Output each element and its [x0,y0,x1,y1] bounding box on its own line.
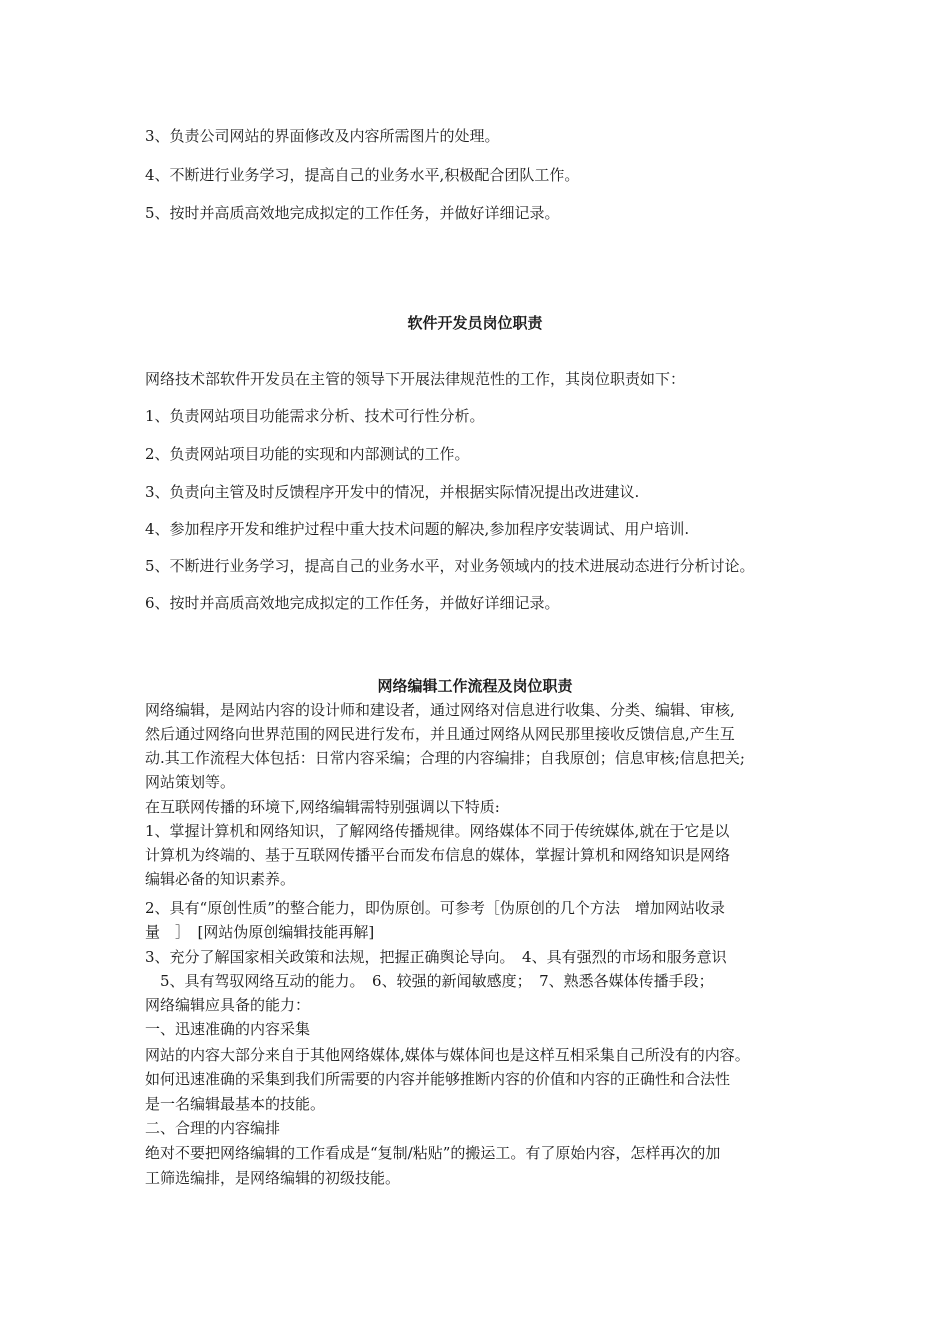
editor-line: 绝对不要把网络编辑的工作看成是“复制/粘贴”的搬运工。有了原始内容，怎样再次的加 [145,1144,721,1162]
prev-item-4: 4、不断进行业务学习，提高自己的业务水平,积极配合团队工作。 [145,166,580,184]
editor-line: 一、迅速准确的内容采集 [145,1020,311,1038]
dev-item-1: 1、负责网站项目功能需求分析、技术可行性分析。 [145,407,485,425]
editor-line: 网络编辑应具备的能力： [145,996,311,1014]
editor-line: 在互联网传播的环境下,网络编辑需特别强调以下特质: [145,798,500,816]
dev-item-4: 4、参加程序开发和维护过程中重大技术问题的解决,参加程序安装调试、用户培训. [145,520,690,538]
editor-line: 网站策划等。 [145,773,236,791]
dev-item-6: 6、按时并高质高效地完成拟定的工作任务，并做好详细记录。 [145,594,560,612]
editor-line: 二、合理的内容编排 [145,1119,281,1137]
editor-line: 如何迅速准确的采集到我们所需要的内容并能够推断内容的价值和内容的正确性和合法性 [145,1070,731,1088]
editor-line: 2、具有“原创性质”的整合能力，即伪原创。可参考［伪原创的几个方法 增加网站收录 [145,899,725,917]
editor-line: 5、具有驾驭网络互动的能力。 6、较强的新闻敏感度； 7、熟悉各媒体传播手段； [145,972,714,990]
editor-line: 计算机为终端的、基于互联网传播平台而发布信息的媒体，掌握计算机和网络知识是网络 [145,846,731,864]
prev-item-3: 3、负责公司网站的界面修改及内容所需图片的处理。 [145,127,500,145]
editor-line: 网络编辑，是网站内容的设计师和建设者，通过网络对信息进行收集、分类、编辑、审核, [145,701,735,719]
dev-item-5: 5、不断进行业务学习，提高自己的业务水平，对业务领域内的技术进展动态进行分析讨论。 [145,557,755,575]
editor-line: 然后通过网络向世界范围的网民进行发布，并且通过网络从网民那里接收反馈信息,产生互 [145,725,735,743]
editor-line: 动.其工作流程大体包括：日常内容采编；合理的内容编排；自我原创；信息审核;信息把关; [145,749,745,767]
editor-line: 1、掌握计算机和网络知识，了解网络传播规律。网络媒体不同于传统媒体,就在于它是以 [145,822,730,840]
editor-section-title: 网络编辑工作流程及岗位职责 [377,677,573,695]
editor-line: 工筛选编排，是网络编辑的初级技能。 [145,1169,401,1187]
editor-line: 编辑必备的知识素养。 [145,870,296,888]
dev-intro: 网络技术部软件开发员在主管的领导下开展法律规范性的工作，其岗位职责如下： [145,370,686,388]
prev-item-5: 5、按时并高质高效地完成拟定的工作任务，并做好详细记录。 [145,204,560,222]
editor-line: 网站的内容大部分来自于其他网络媒体,媒体与媒体间也是这样互相采集自己所没有的内容。 [145,1046,750,1064]
editor-line: 量 ］ [网站伪原创编辑技能再解] [145,923,375,941]
dev-section-title: 软件开发员岗位职责 [407,314,543,332]
dev-item-3: 3、负责向主管及时反馈程序开发中的情况，并根据实际情况提出改进建议. [145,483,640,501]
dev-item-2: 2、负责网站项目功能的实现和内部测试的工作。 [145,445,470,463]
editor-line: 3、充分了解国家相关政策和法规，把握正确舆论导向。 4、具有强烈的市场和服务意识 [145,948,727,966]
editor-line: 是一名编辑最基本的技能。 [145,1095,326,1113]
